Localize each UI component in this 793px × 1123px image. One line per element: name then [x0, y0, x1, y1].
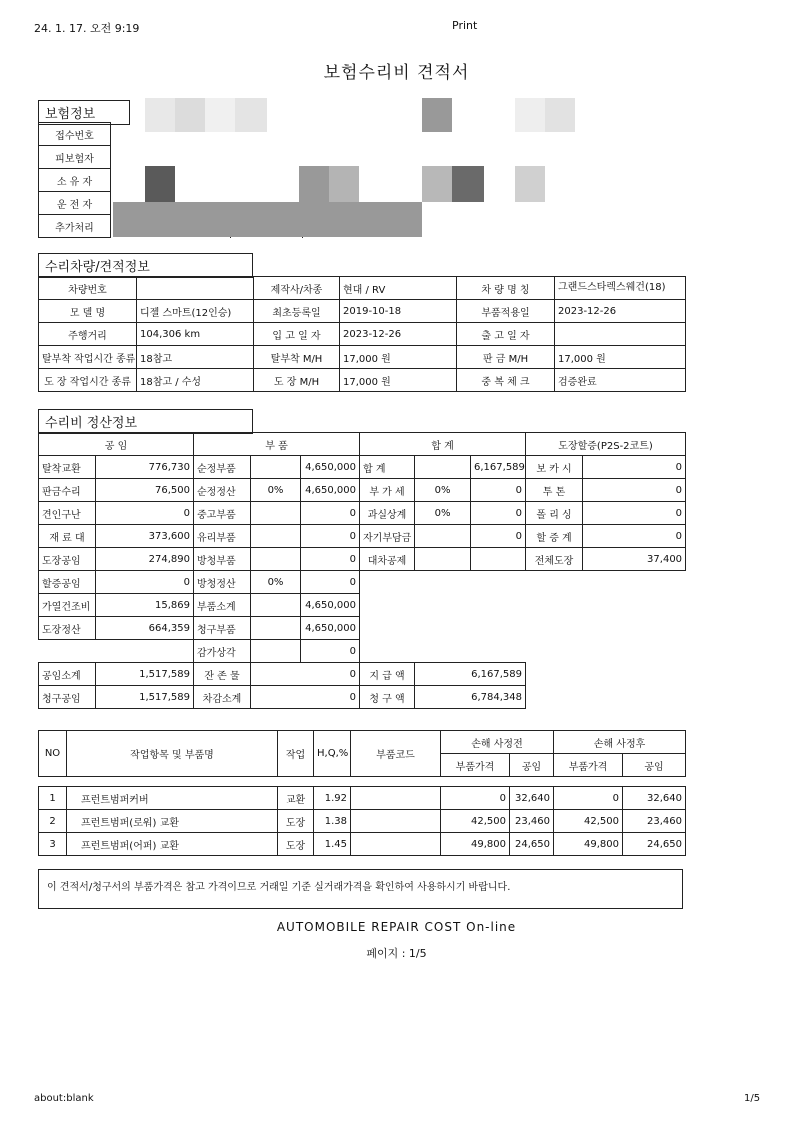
items-header-work: 작업 [278, 731, 314, 777]
paint-value: 0 [583, 502, 686, 525]
paint-label: 보 카 시 [526, 456, 583, 479]
footer-page-count: 1/5 [744, 1093, 761, 1104]
table-row [39, 787, 686, 810]
items-header-before: 손해 사정전 [441, 731, 554, 754]
items-header-hq: H,Q,% [314, 731, 351, 777]
redaction-block [235, 98, 267, 132]
settlement-table [38, 432, 686, 709]
item-labor-after: 24,650 [623, 833, 686, 856]
paint-label: 할 증 계 [526, 525, 583, 548]
insurance-label: 추가처리 [39, 215, 111, 238]
item-work: 교환 [278, 787, 314, 810]
labor-label: 할증공임 [39, 571, 96, 594]
labor-value: 373,600 [96, 525, 194, 548]
totals-label: 대차공제 [360, 548, 415, 571]
parts-rate [251, 456, 301, 479]
parts-rate [251, 525, 301, 548]
totals-value: 0 [471, 525, 526, 548]
paint-label: 폴 리 싱 [526, 502, 583, 525]
item-price-after: 0 [554, 787, 623, 810]
vehicle-label: 제작사/차종 [254, 277, 340, 300]
item-hq: 1.38 [314, 810, 351, 833]
totals-label: 부 가 세 [360, 479, 415, 502]
deduction-label: 차감소계 [194, 686, 251, 709]
item-hq: 1.45 [314, 833, 351, 856]
item-no: 2 [39, 810, 67, 833]
vehicle-value: 17,000 원 [555, 346, 686, 369]
redaction-block [145, 98, 175, 132]
parts-value: 0 [301, 525, 360, 548]
totals-rate: 0% [415, 502, 471, 525]
labor-claim-label: 청구공임 [39, 686, 96, 709]
redaction-block [205, 98, 235, 132]
labor-label: 재 료 대 [39, 525, 96, 548]
totals-value: 0 [471, 502, 526, 525]
table-row [39, 810, 686, 833]
items-table [38, 730, 686, 856]
vehicle-label: 입 고 일 자 [254, 323, 340, 346]
parts-rate: 0% [251, 479, 301, 502]
vehicle-label: 출 고 일 자 [457, 323, 555, 346]
totals-rate [415, 456, 471, 479]
vehicle-label: 주행거리 [39, 323, 137, 346]
item-name: 프런트범퍼커버 [67, 787, 278, 810]
item-work: 도장 [278, 810, 314, 833]
totals-label: 자기부담금 [360, 525, 415, 548]
item-code [351, 833, 441, 856]
redaction-block [299, 166, 329, 202]
item-price-after: 49,800 [554, 833, 623, 856]
totals-value: 6,167,589 [471, 456, 526, 479]
paint-label: 투 톤 [526, 479, 583, 502]
parts-value: 4,650,000 [301, 617, 360, 640]
parts-label: 순정부품 [194, 456, 251, 479]
parts-value: 4,650,000 [301, 479, 360, 502]
redaction-block [452, 166, 484, 202]
item-code [351, 787, 441, 810]
paint-value: 0 [583, 525, 686, 548]
parts-value: 4,650,000 [301, 594, 360, 617]
parts-rate [251, 594, 301, 617]
deduction-value: 0 [251, 686, 360, 709]
item-labor-before: 24,650 [510, 833, 554, 856]
totals-value [471, 548, 526, 571]
redaction-block [329, 166, 359, 202]
item-price-before: 49,800 [441, 833, 510, 856]
parts-label: 방청정산 [194, 571, 251, 594]
labor-header: 공 임 [39, 433, 194, 456]
labor-subtotal-label: 공임소계 [39, 663, 96, 686]
parts-label: 중고부품 [194, 502, 251, 525]
items-header-after: 손해 사정후 [554, 731, 686, 754]
item-no: 1 [39, 787, 67, 810]
labor-label: 도장정산 [39, 617, 96, 640]
vehicle-value [137, 277, 254, 300]
items-header-no: NO [39, 731, 67, 777]
labor-claim-value: 1,517,589 [96, 686, 194, 709]
totals-label: 과실상계 [360, 502, 415, 525]
labor-label: 판금수리 [39, 479, 96, 502]
totals-value: 0 [471, 479, 526, 502]
parts-value: 0 [301, 571, 360, 594]
parts-label: 순정정산 [194, 479, 251, 502]
vehicle-label: 차 량 명 칭 [457, 277, 555, 300]
claim-value: 6,784,348 [415, 686, 526, 709]
vehicle-value: 17,000 원 [340, 369, 457, 392]
vehicle-value: 104,306 km [137, 323, 254, 346]
redaction-block [545, 98, 575, 132]
parts-label: 부품소계 [194, 594, 251, 617]
vehicle-value: 검증완료 [555, 369, 686, 392]
insurance-label: 접수번호 [39, 123, 111, 146]
item-labor-after: 23,460 [623, 810, 686, 833]
redaction-block [145, 166, 175, 202]
parts-label: 청구부품 [194, 617, 251, 640]
insurance-label: 운 전 자 [39, 192, 111, 215]
totals-header: 합 계 [360, 433, 526, 456]
labor-label: 탈착교환 [39, 456, 96, 479]
item-name: 프런트범퍼(어퍼) 교환 [67, 833, 278, 856]
vehicle-label: 차량번호 [39, 277, 137, 300]
item-name: 프런트범퍼(로워) 교환 [67, 810, 278, 833]
labor-value: 15,869 [96, 594, 194, 617]
redaction-block [113, 202, 422, 237]
redaction-block [422, 98, 452, 132]
insurance-section-title: 보험정보 [38, 100, 130, 125]
paint-value: 37,400 [583, 548, 686, 571]
table-row [39, 833, 686, 856]
parts-label: 방청부품 [194, 548, 251, 571]
items-header-labor: 공임 [510, 754, 554, 777]
totals-rate [415, 525, 471, 548]
item-code [351, 810, 441, 833]
labor-value: 776,730 [96, 456, 194, 479]
remaining-label: 잔 존 물 [194, 663, 251, 686]
item-price-before: 42,500 [441, 810, 510, 833]
vehicle-value [555, 323, 686, 346]
parts-value: 0 [301, 502, 360, 525]
labor-label: 도장공임 [39, 548, 96, 571]
items-header-name: 작업항목 및 부품명 [67, 731, 278, 777]
vehicle-label: 부품적용일 [457, 300, 555, 323]
parts-label: 감가상각 [194, 640, 251, 663]
redaction-block [515, 166, 545, 202]
document-title: 보험수리비 견적서 [323, 63, 470, 83]
vehicle-value: 18참고 / 수성 [137, 369, 254, 392]
vehicle-label: 도 장 작업시간 종류 [39, 369, 137, 392]
vehicle-value: 그랜드스타렉스웨건(18) [555, 277, 686, 300]
claim-label: 청 구 액 [360, 686, 415, 709]
vehicle-value: 현대 / RV [340, 277, 457, 300]
labor-label: 가열건조비 [39, 594, 96, 617]
vehicle-label: 모 델 명 [39, 300, 137, 323]
vehicle-table [38, 276, 686, 392]
labor-value: 274,890 [96, 548, 194, 571]
footer-url: about:blank [34, 1093, 94, 1104]
item-labor-before: 32,640 [510, 787, 554, 810]
pay-label: 지 급 액 [360, 663, 415, 686]
vehicle-label: 도 장 M/H [254, 369, 340, 392]
vehicle-value: 2023-12-26 [555, 300, 686, 323]
item-price-after: 42,500 [554, 810, 623, 833]
items-header-price: 부품가격 [554, 754, 623, 777]
redaction-block [515, 98, 545, 132]
vehicle-value: 17,000 원 [340, 346, 457, 369]
redaction-block [422, 166, 452, 202]
parts-rate [251, 640, 301, 663]
parts-rate: 0% [251, 571, 301, 594]
paint-value: 0 [583, 456, 686, 479]
parts-rate [251, 617, 301, 640]
parts-value: 0 [301, 548, 360, 571]
vehicle-value: 2019-10-18 [340, 300, 457, 323]
insurance-label: 소 유 자 [39, 169, 111, 192]
footer-page: 페이지 : 1/5 [366, 947, 427, 960]
vehicle-label: 판 금 M/H [457, 346, 555, 369]
vehicle-value: 2023-12-26 [340, 323, 457, 346]
totals-rate [415, 548, 471, 571]
items-header-labor: 공임 [623, 754, 686, 777]
vehicle-section-title: 수리차량/견적정보 [38, 253, 253, 278]
vehicle-label: 중 복 체 크 [457, 369, 555, 392]
items-header-price: 부품가격 [441, 754, 510, 777]
item-hq: 1.92 [314, 787, 351, 810]
labor-value: 664,359 [96, 617, 194, 640]
labor-value: 0 [96, 571, 194, 594]
item-no: 3 [39, 833, 67, 856]
vehicle-label: 최초등록일 [254, 300, 340, 323]
paint-surcharge-header: 도장할증(P2S-2코트) [526, 433, 686, 456]
totals-rate: 0% [415, 479, 471, 502]
vehicle-label: 탈부착 작업시간 종류 [39, 346, 137, 369]
vehicle-value: 18참고 [137, 346, 254, 369]
parts-value: 4,650,000 [301, 456, 360, 479]
vehicle-value: 디젤 스마트(12인승) [137, 300, 254, 323]
labor-value: 0 [96, 502, 194, 525]
print-datetime: 24. 1. 17. 오전 9:19 [34, 22, 140, 35]
item-work: 도장 [278, 833, 314, 856]
parts-rate [251, 502, 301, 525]
footer-brand: AUTOMOBILE REPAIR COST On-line [276, 920, 517, 934]
parts-value: 0 [301, 640, 360, 663]
item-labor-before: 23,460 [510, 810, 554, 833]
labor-value: 76,500 [96, 479, 194, 502]
labor-subtotal-value: 1,517,589 [96, 663, 194, 686]
items-header-code: 부품코드 [351, 731, 441, 777]
parts-rate [251, 548, 301, 571]
parts-label: 유리부품 [194, 525, 251, 548]
disclaimer-note: 이 견적서/청구서의 부품가격은 참고 가격이므로 거래일 기준 실거래가격을 확인하여 사용하시기 바랍니다. [38, 869, 683, 909]
insurance-label: 피보험자 [39, 146, 111, 169]
item-price-before: 0 [441, 787, 510, 810]
labor-label: 견인구난 [39, 502, 96, 525]
paint-label: 전체도장 [526, 548, 583, 571]
pay-value: 6,167,589 [415, 663, 526, 686]
remaining-value: 0 [251, 663, 360, 686]
redaction-block [175, 98, 205, 132]
totals-label: 합 계 [360, 456, 415, 479]
item-labor-after: 32,640 [623, 787, 686, 810]
print-label: Print [452, 19, 478, 32]
paint-value: 0 [583, 479, 686, 502]
settlement-section-title: 수리비 정산정보 [38, 409, 253, 434]
parts-header: 부 품 [194, 433, 360, 456]
vehicle-label: 탈부착 M/H [254, 346, 340, 369]
